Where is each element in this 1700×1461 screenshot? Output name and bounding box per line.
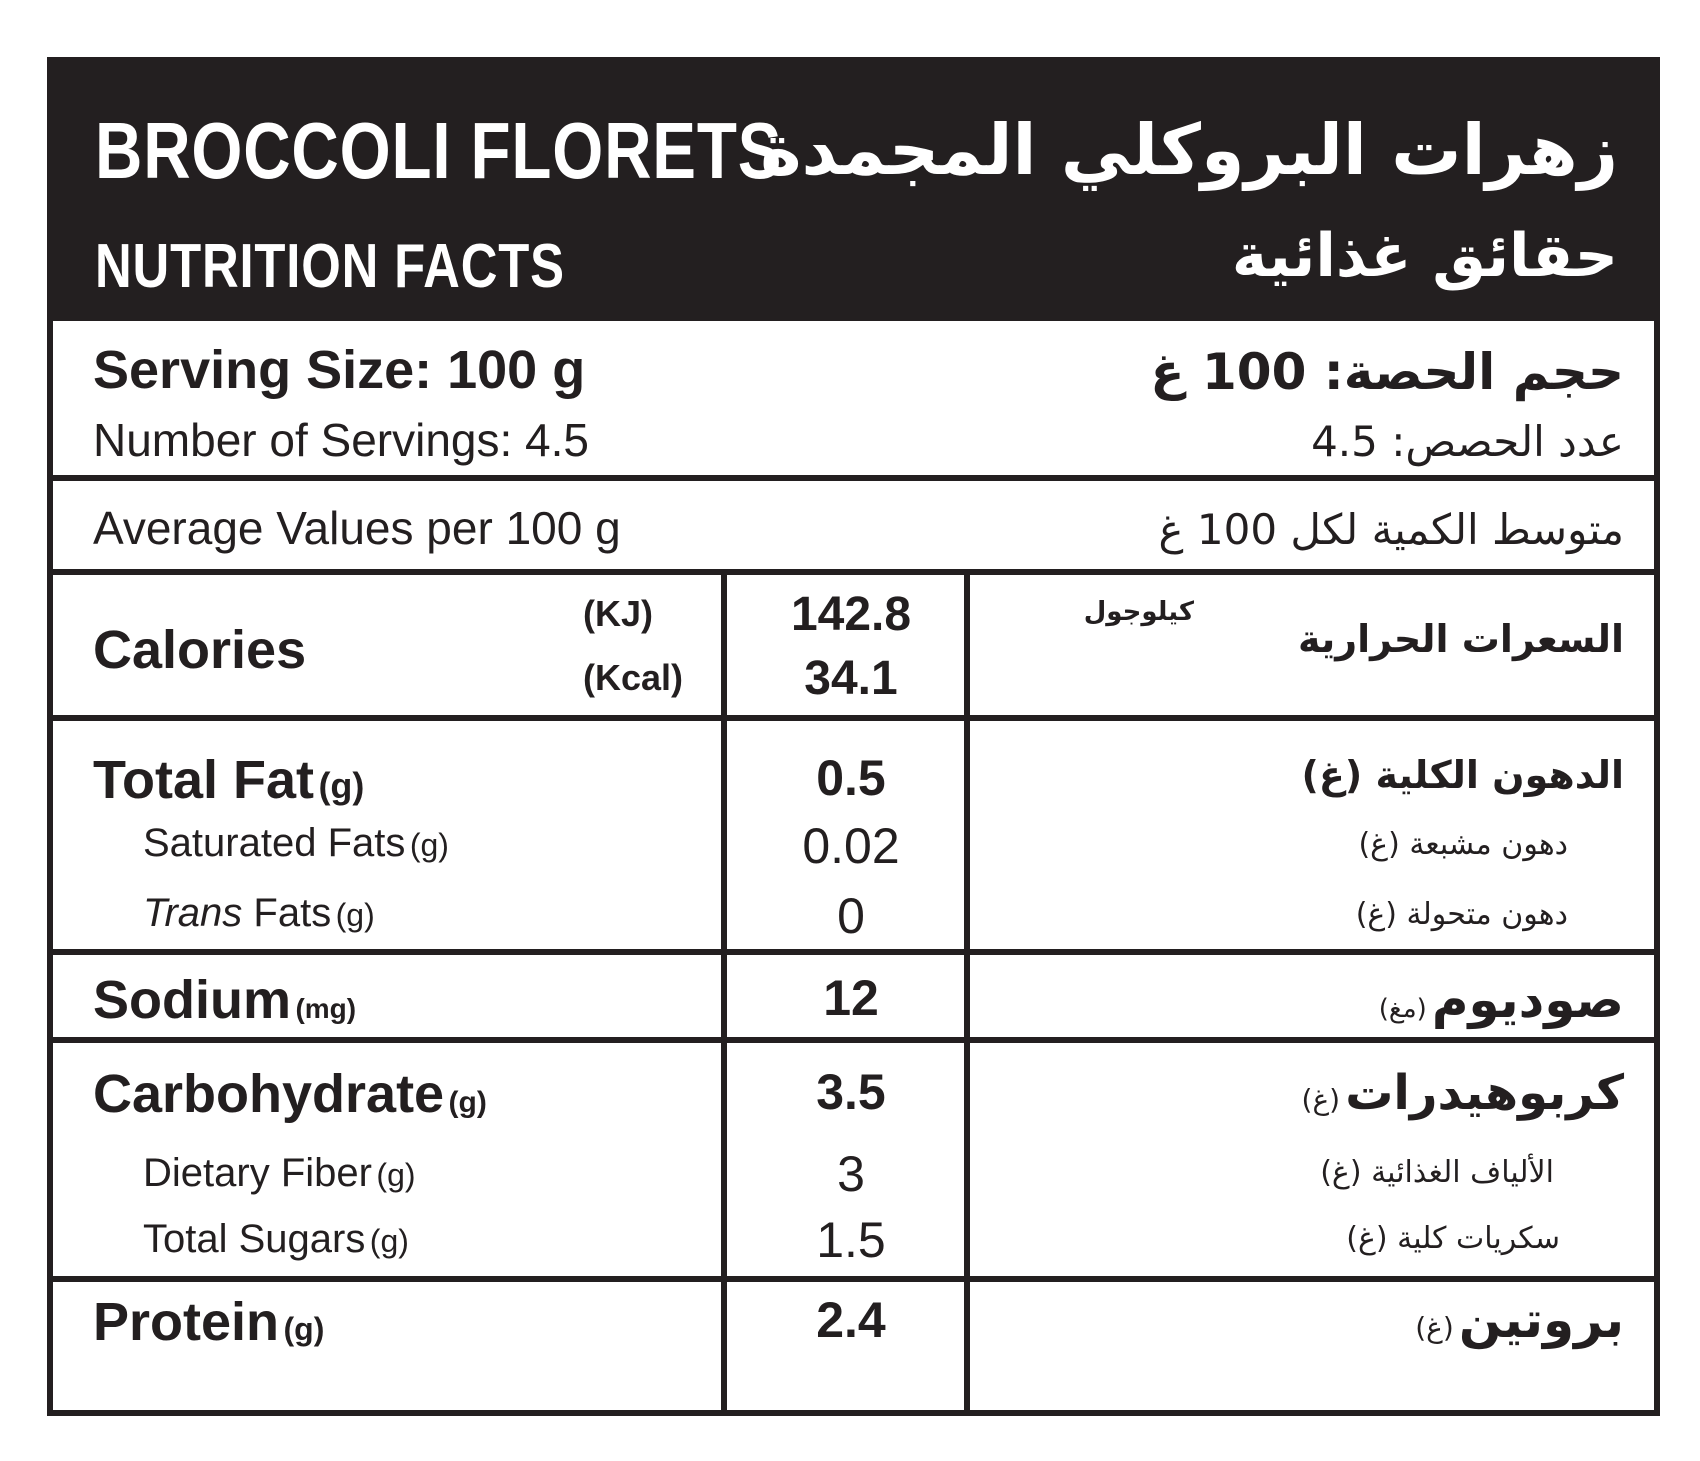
total-fat-ar: الدهون الكلية (غ) — [1301, 753, 1624, 797]
saturated-fats-value: 0.02 — [802, 818, 900, 874]
dietary-fiber-ar: الألياف الغذائية (غ) — [1320, 1155, 1554, 1190]
total-fat-en — [93, 749, 364, 811]
carbohydrate-ar — [1302, 1065, 1624, 1121]
total-sugars-ar: سكريات كلية (غ) — [1346, 1221, 1560, 1256]
saturated-fats-unit: (g) — [409, 827, 449, 863]
nutrition-label — [47, 57, 1660, 1416]
sodium-en — [93, 969, 356, 1031]
calories-unit-ar: كيلوجول — [1083, 597, 1194, 627]
sodium-unit-ar: (مغ) — [1378, 994, 1427, 1024]
carbohydrate-label-ar: كربوهيدرات — [1345, 1065, 1624, 1121]
calories-value-kj: 142.8 — [790, 588, 912, 641]
calories-unit-kj: (KJ) — [583, 593, 653, 634]
protein-unit: (g) — [283, 1311, 325, 1347]
protein-ar — [1415, 1291, 1624, 1349]
trans-prefix: Trans — [143, 891, 243, 935]
total-sugars-value: 1.5 — [816, 1212, 886, 1268]
nutrition-facts-title-en: NUTRITION FACTS — [95, 232, 565, 301]
calories-unit-kcal: (Kcal) — [583, 657, 684, 698]
divider — [53, 1276, 1654, 1282]
average-values-en: Average Values per 100 g — [93, 502, 621, 554]
carbohydrate-value: 3.5 — [816, 1064, 886, 1120]
trans-fats-value: 0 — [837, 888, 865, 944]
sodium-unit: (mg) — [295, 993, 357, 1024]
serving-size-ar: حجم الحصة: 100 غ — [1150, 343, 1624, 401]
total-sugars-label: Total Sugars — [143, 1217, 366, 1261]
nutrition-facts-title-ar: حقائق غذائية — [1231, 221, 1618, 291]
carbohydrate-unit: (g) — [448, 1086, 487, 1119]
servings-count-en: Number of Servings: 4.5 — [93, 414, 590, 466]
sodium-label-ar: صوديوم — [1431, 971, 1624, 1029]
calories-label-en: Calories — [93, 620, 307, 680]
dietary-fiber-en — [143, 1151, 416, 1196]
carbohydrate-unit-ar: (غ) — [1301, 1083, 1341, 1116]
column-divider — [721, 575, 727, 1416]
label-header — [53, 63, 1654, 321]
total-sugars-en — [143, 1217, 409, 1262]
serving-size-en: Serving Size: 100 g — [93, 340, 586, 400]
calories-label-ar: السعرات الحرارية — [1297, 617, 1624, 661]
servings-count-ar: عدد الحصص: 4.5 — [1311, 417, 1624, 466]
dietary-fiber-value: 3 — [837, 1146, 865, 1202]
total-fat-value: 0.5 — [816, 750, 886, 806]
trans-fats-label: Fats — [242, 891, 332, 935]
saturated-fats-label: Saturated Fats — [143, 821, 406, 865]
divider — [53, 715, 1654, 721]
trans-fats-ar: دهون متحولة (غ) — [1355, 897, 1568, 932]
sodium-ar — [1379, 971, 1624, 1029]
divider — [53, 949, 1654, 955]
protein-value: 2.4 — [816, 1292, 886, 1348]
average-values-ar: متوسط الكمية لكل 100 غ — [1158, 505, 1624, 554]
calories-value-kcal: 34.1 — [804, 652, 898, 705]
divider — [53, 475, 1654, 481]
product-title-ar: زهرات البروكلي المجمدة — [760, 109, 1618, 191]
protein-unit-ar: (غ) — [1415, 1311, 1454, 1344]
label-body — [53, 321, 1654, 1416]
protein-en — [93, 1291, 324, 1353]
trans-fats-en — [143, 891, 375, 936]
dietary-fiber-unit: (g) — [376, 1157, 416, 1193]
carbohydrate-label: Carbohydrate — [93, 1064, 445, 1124]
trans-fats-unit: (g) — [335, 897, 375, 933]
product-title-en: BROCCOLI FLORETS — [95, 106, 783, 195]
total-sugars-unit: (g) — [369, 1223, 409, 1259]
saturated-fats-ar: دهون مشبعة (غ) — [1358, 827, 1568, 862]
total-fat-unit: (g) — [318, 765, 365, 806]
saturated-fats-en — [143, 821, 449, 866]
divider — [53, 569, 1654, 575]
carbohydrate-en — [93, 1063, 487, 1125]
protein-label-ar: بروتين — [1458, 1291, 1624, 1349]
divider — [53, 1037, 1654, 1043]
protein-label: Protein — [93, 1292, 280, 1352]
total-fat-label: Total Fat — [93, 750, 314, 810]
sodium-value: 12 — [823, 970, 879, 1026]
sodium-label: Sodium — [93, 970, 291, 1030]
dietary-fiber-label: Dietary Fiber — [143, 1151, 372, 1195]
